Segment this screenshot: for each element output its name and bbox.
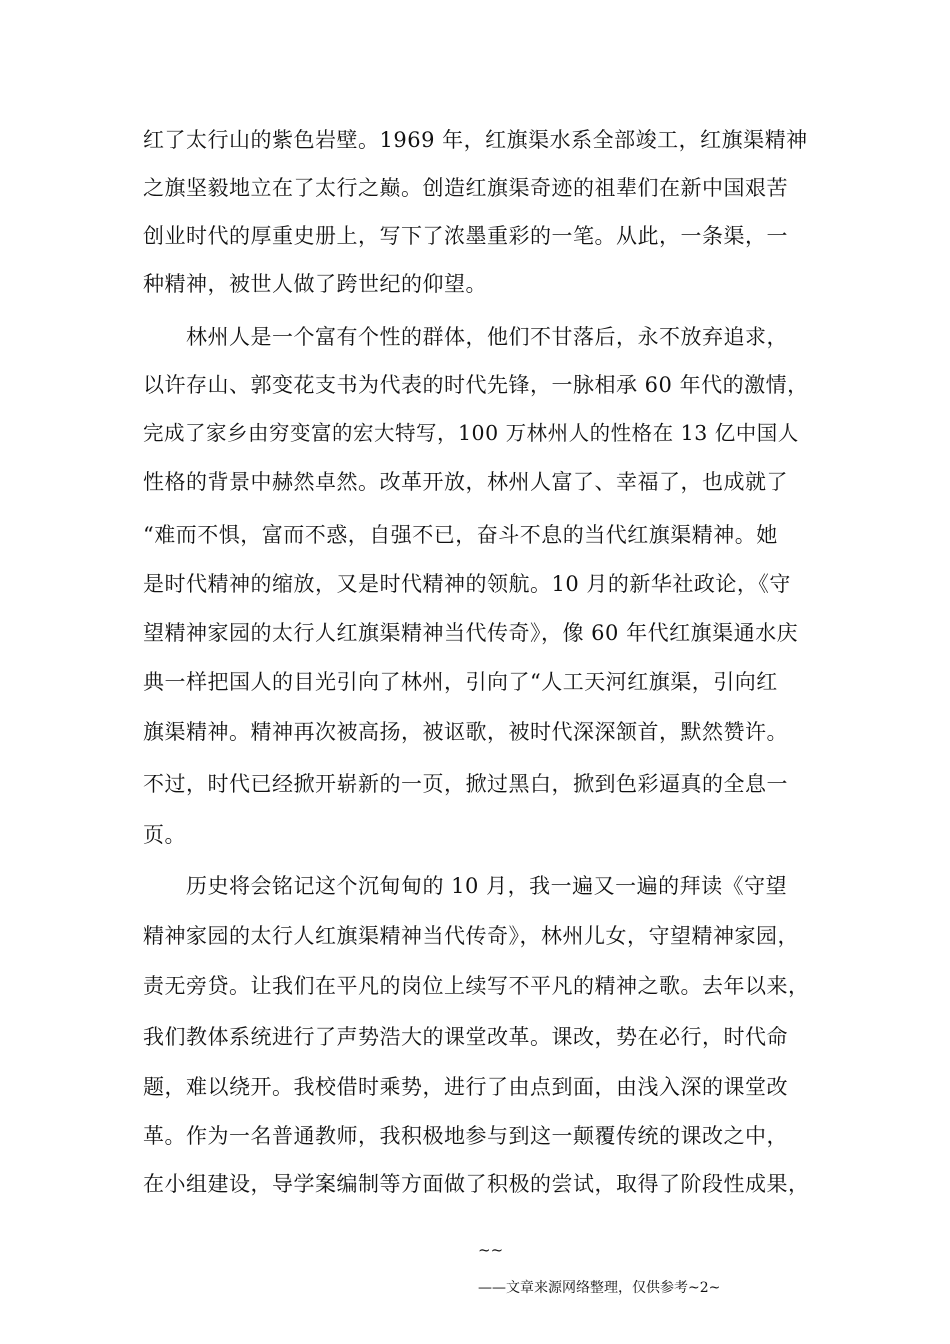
paragraph-3-line-1: 历史将会铭记这个沉甸甸的 10 月，我一遍又一遍的拜读《守望	[186, 874, 788, 898]
paragraph-2-line-8: 典一样把国人的目光引向了林州，引向了“人工天河红旗渠，引向红	[143, 670, 778, 694]
footer-source-note: ——文章来源网络整理，仅供参考~2~	[478, 1280, 721, 1296]
paragraph-2-line-6: 是时代精神的缩放，又是时代精神的领航。10 月的新华社政论，《守	[143, 572, 791, 596]
paragraph-2-line-5: “难而不惧，富而不惑，自强不已，奋斗不息的当代红旗渠精神。她	[143, 523, 778, 547]
paragraph-2-line-7: 望精神家园的太行人红旗渠精神当代传奇》，像 60 年代红旗渠通水庆	[143, 621, 799, 645]
paragraph-2-line-2: 以许存山、郭变花支书为代表的时代先锋，一脉相承 60 年代的激情，	[143, 373, 809, 397]
paragraph-3-line-5: 题，难以绕开。我校借时乘势，进行了由点到面，由浅入深的课堂改	[143, 1075, 788, 1099]
paragraph-2-line-4: 性格的背景中赫然卓然。改革开放，林州人富了、幸福了，也成就了	[143, 470, 788, 494]
paragraph-3-line-3: 责无旁贷。让我们在平凡的岗位上续写不平凡的精神之歌。去年以来，	[143, 974, 810, 998]
paragraph-2-line-10: 不过，时代已经掀开崭新的一页，掀过黑白，掀到色彩逼真的全息一	[143, 772, 788, 796]
paragraph-2-line-1: 林州人是一个富有个性的群体，他们不甘落后，永不放弃追求，	[186, 325, 788, 349]
footer-tilde-mark: ~~	[478, 1241, 504, 1259]
paragraph-3-line-4: 我们教体系统进行了声势浩大的课堂改革。课改，势在必行，时代命	[143, 1025, 788, 1049]
paragraph-3-line-7: 在小组建设，导学案编制等方面做了积极的尝试，取得了阶段性成果，	[143, 1172, 810, 1196]
paragraph-1-line-4: 种精神，被世人做了跨世纪的仰望。	[143, 272, 487, 296]
paragraph-1-line-3: 创业时代的厚重史册上，写下了浓墨重彩的一笔。从此，一条渠，一	[143, 224, 788, 248]
paragraph-2-line-3: 完成了家乡由穷变富的宏大特写，100 万林州人的性格在 13 亿中国人	[143, 421, 799, 445]
paragraph-3-line-6: 革。作为一名普通教师，我积极地参与到这一颠覆传统的课改之中，	[143, 1124, 788, 1148]
paragraph-3-line-2: 精神家园的太行人红旗渠精神当代传奇》，林州儿女，守望精神家园，	[143, 924, 799, 948]
paragraph-2-line-9: 旗渠精神。精神再次被高扬，被讴歌，被时代深深颔首，默然赞许。	[143, 720, 788, 744]
paragraph-1-line-1: 红了太行山的紫色岩壁。1969 年，红旗渠水系全部竣工，红旗渠精神	[143, 128, 808, 152]
paragraph-2-line-11: 页。	[143, 823, 186, 847]
paragraph-1-line-2: 之旗坚毅地立在了太行之巅。创造红旗渠奇迹的祖辈们在新中国艰苦	[143, 176, 788, 200]
